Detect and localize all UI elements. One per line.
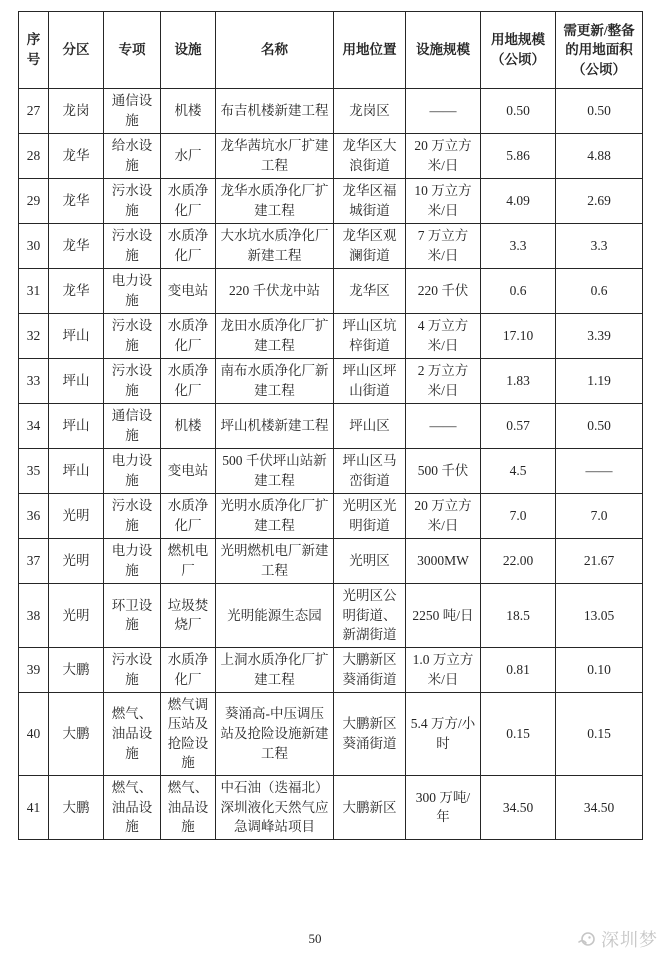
table-cell: 水质净化厂: [161, 494, 216, 539]
table-cell: 28: [19, 134, 49, 179]
table-cell: 大鹏新区葵涌街道: [334, 647, 406, 692]
table-cell: 龙岗区: [334, 89, 406, 134]
table-cell: 大鹏: [49, 647, 104, 692]
table-cell: 布吉机楼新建工程: [216, 89, 334, 134]
table-cell: 大鹏: [49, 775, 104, 839]
table-cell: 4.09: [481, 179, 556, 224]
table-row: [19, 775, 643, 839]
table-cell: 龙华水质净化厂扩建工程: [216, 179, 334, 224]
page-number: 50: [308, 931, 322, 946]
table-cell: 大鹏新区葵涌街道: [334, 692, 406, 775]
table-row: [19, 134, 643, 179]
table-cell: 光明: [49, 539, 104, 584]
table-cell: 污水设施: [104, 359, 161, 404]
table-cell: 龙华茜坑水厂扩建工程: [216, 134, 334, 179]
table-cell: 0.50: [556, 89, 643, 134]
table-body: [19, 89, 643, 840]
table-row: [19, 647, 643, 692]
table-cell: 水质净化厂: [161, 359, 216, 404]
table-cell: 水质净化厂: [161, 179, 216, 224]
table-cell: 龙华: [49, 179, 104, 224]
table-cell: 电力设施: [104, 539, 161, 584]
table-row: [19, 314, 643, 359]
table-cell: 0.50: [556, 404, 643, 449]
table-cell: 电力设施: [104, 449, 161, 494]
table-cell: 7.0: [556, 494, 643, 539]
table-cell: 光明燃机电厂新建工程: [216, 539, 334, 584]
table-cell: 4.88: [556, 134, 643, 179]
table-cell: 34: [19, 404, 49, 449]
table-cell: 水质净化厂: [161, 224, 216, 269]
table-cell: 41: [19, 775, 49, 839]
table-row: [19, 224, 643, 269]
table-cell: 0.57: [481, 404, 556, 449]
table-row: [19, 584, 643, 648]
table-cell: 220 千伏: [406, 269, 481, 314]
table-cell: 1.0 万立方米/日: [406, 647, 481, 692]
table-cell: 变电站: [161, 449, 216, 494]
table-cell: 坪山区坑梓街道: [334, 314, 406, 359]
table-cell: 污水设施: [104, 179, 161, 224]
table-row: [19, 359, 643, 404]
table-cell: 光明: [49, 584, 104, 648]
table-cell: 坪山: [49, 359, 104, 404]
table-cell: 3.3: [481, 224, 556, 269]
column-header: 专项: [104, 12, 161, 89]
table-cell: 污水设施: [104, 224, 161, 269]
table-cell: 2.69: [556, 179, 643, 224]
table-cell: 34.50: [556, 775, 643, 839]
table-cell: 4 万立方米/日: [406, 314, 481, 359]
table-cell: 中石油（迭福北）深圳液化天然气应急调峰站项目: [216, 775, 334, 839]
table-cell: 坪山区坪山街道: [334, 359, 406, 404]
table-cell: ——: [406, 89, 481, 134]
table-cell: 水质净化厂: [161, 314, 216, 359]
table-cell: 20 万立方米/日: [406, 134, 481, 179]
table-cell: 龙华: [49, 134, 104, 179]
table-cell: 38: [19, 584, 49, 648]
table-cell: 光明区: [334, 539, 406, 584]
table-cell: 0.81: [481, 647, 556, 692]
table-cell: 电力设施: [104, 269, 161, 314]
table-row: [19, 269, 643, 314]
table-cell: 龙岗: [49, 89, 104, 134]
table-cell: 21.67: [556, 539, 643, 584]
table-cell: 大水坑水质净化厂新建工程: [216, 224, 334, 269]
table-cell: 燃气、油品设施: [161, 775, 216, 839]
table-cell: 光明区光明街道: [334, 494, 406, 539]
table-cell: 龙华区大浪街道: [334, 134, 406, 179]
column-header: 用地规模（公顷）: [481, 12, 556, 89]
table-cell: 0.15: [556, 692, 643, 775]
table-cell: ——: [556, 449, 643, 494]
table-cell: 葵涌高-中压调压站及抢险设施新建工程: [216, 692, 334, 775]
table-cell: 2250 吨/日: [406, 584, 481, 648]
table-cell: 坪山机楼新建工程: [216, 404, 334, 449]
table-cell: 龙华: [49, 224, 104, 269]
table-cell: 燃气、油品设施: [104, 775, 161, 839]
column-header: 序号: [19, 12, 49, 89]
column-header: 分区: [49, 12, 104, 89]
table-cell: 0.6: [481, 269, 556, 314]
table-cell: 水质净化厂: [161, 647, 216, 692]
table-cell: 32: [19, 314, 49, 359]
table-cell: 5.4 万方/小时: [406, 692, 481, 775]
table-row: [19, 89, 643, 134]
table-cell: 300 万吨/年: [406, 775, 481, 839]
column-header: 名称: [216, 12, 334, 89]
table-cell: ——: [406, 404, 481, 449]
table-cell: 环卫设施: [104, 584, 161, 648]
table-cell: 39: [19, 647, 49, 692]
table-cell: 通信设施: [104, 404, 161, 449]
table-cell: 3000MW: [406, 539, 481, 584]
table-head-row: [19, 12, 643, 89]
watermark-text: 深圳梦: [601, 930, 658, 950]
table-cell: 500 千伏: [406, 449, 481, 494]
table-cell: 34.50: [481, 775, 556, 839]
table-cell: 7 万立方米/日: [406, 224, 481, 269]
table-row: [19, 539, 643, 584]
column-header: 用地位置: [334, 12, 406, 89]
table-cell: 0.10: [556, 647, 643, 692]
table-cell: 0.15: [481, 692, 556, 775]
table-cell: 37: [19, 539, 49, 584]
table-cell: 7.0: [481, 494, 556, 539]
table-cell: 燃气、油品设施: [104, 692, 161, 775]
table-cell: 4.5: [481, 449, 556, 494]
table-cell: 31: [19, 269, 49, 314]
table-cell: 南布水质净化厂新建工程: [216, 359, 334, 404]
table-cell: 2 万立方米/日: [406, 359, 481, 404]
table-cell: 3.3: [556, 224, 643, 269]
table-cell: 20 万立方米/日: [406, 494, 481, 539]
table-cell: 10 万立方米/日: [406, 179, 481, 224]
table-cell: 30: [19, 224, 49, 269]
table-cell: 给水设施: [104, 134, 161, 179]
table-cell: 1.19: [556, 359, 643, 404]
table-cell: 上洞水质净化厂扩建工程: [216, 647, 334, 692]
table-cell: 220 千伏龙中站: [216, 269, 334, 314]
table-cell: 27: [19, 89, 49, 134]
table-cell: 大鹏: [49, 692, 104, 775]
column-header: 设施: [161, 12, 216, 89]
table-cell: 龙华区福城街道: [334, 179, 406, 224]
table-cell: 3.39: [556, 314, 643, 359]
table-row: [19, 449, 643, 494]
table-row: [19, 692, 643, 775]
table-cell: 大鹏新区: [334, 775, 406, 839]
table-cell: 35: [19, 449, 49, 494]
table-row: [19, 404, 643, 449]
table-cell: 光明: [49, 494, 104, 539]
table-cell: 通信设施: [104, 89, 161, 134]
table-cell: 光明能源生态园: [216, 584, 334, 648]
watermark: [577, 926, 658, 952]
table-cell: 坪山: [49, 449, 104, 494]
table-cell: 500 千伏坪山站新建工程: [216, 449, 334, 494]
table-cell: 水厂: [161, 134, 216, 179]
table-cell: 龙华区观澜街道: [334, 224, 406, 269]
facility-table: [18, 11, 643, 840]
table-cell: 变电站: [161, 269, 216, 314]
table-cell: 龙华: [49, 269, 104, 314]
table-cell: 40: [19, 692, 49, 775]
table-cell: 污水设施: [104, 314, 161, 359]
table-row: [19, 179, 643, 224]
table-cell: 光明区公明街道、新湖街道: [334, 584, 406, 648]
table-cell: 0.6: [556, 269, 643, 314]
table-cell: 龙华区: [334, 269, 406, 314]
table-header: [19, 12, 643, 89]
table-cell: 光明水质净化厂扩建工程: [216, 494, 334, 539]
table-cell: 坪山区马峦街道: [334, 449, 406, 494]
table-cell: 坪山: [49, 404, 104, 449]
table-cell: 坪山: [49, 314, 104, 359]
table-cell: 污水设施: [104, 647, 161, 692]
table-cell: 0.50: [481, 89, 556, 134]
watermark-logo-icon: [577, 929, 597, 949]
table-cell: 29: [19, 179, 49, 224]
table-row: [19, 494, 643, 539]
table-cell: 13.05: [556, 584, 643, 648]
table-cell: 坪山区: [334, 404, 406, 449]
table-cell: 垃圾焚烧厂: [161, 584, 216, 648]
table-cell: 17.10: [481, 314, 556, 359]
table-cell: 机楼: [161, 404, 216, 449]
table-cell: 燃气调压站及抢险设施: [161, 692, 216, 775]
table-cell: 22.00: [481, 539, 556, 584]
table-cell: 燃机电厂: [161, 539, 216, 584]
table-cell: 5.86: [481, 134, 556, 179]
column-header: 设施规模: [406, 12, 481, 89]
table-cell: 污水设施: [104, 494, 161, 539]
column-header: 需更新/整备的用地面积（公顷）: [556, 12, 643, 89]
table-cell: 33: [19, 359, 49, 404]
table-cell: 机楼: [161, 89, 216, 134]
table-cell: 龙田水质净化厂扩建工程: [216, 314, 334, 359]
table-cell: 1.83: [481, 359, 556, 404]
table-cell: 18.5: [481, 584, 556, 648]
table-cell: 36: [19, 494, 49, 539]
